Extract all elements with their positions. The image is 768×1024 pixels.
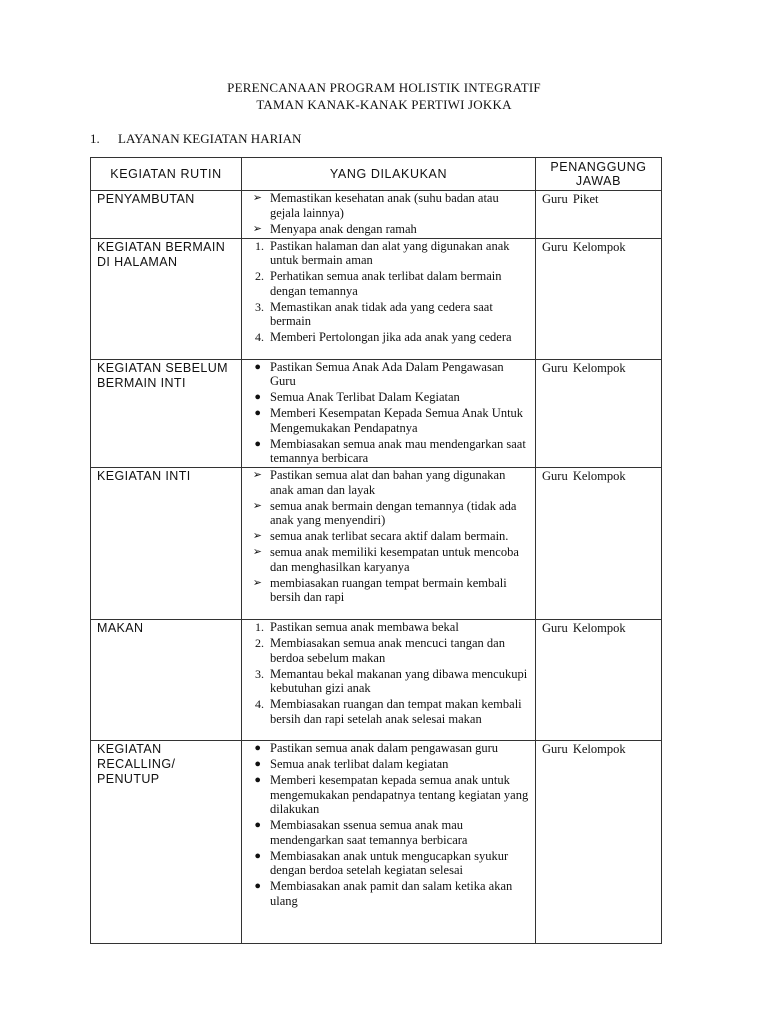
action-item — [242, 545, 531, 574]
action-item — [242, 636, 531, 665]
action-item — [242, 697, 531, 726]
action-item — [242, 849, 531, 878]
arrow-bullet-icon: ➢ — [252, 498, 262, 512]
action-item — [242, 360, 531, 389]
action-text: Perhatikan semua anak terlibat dalam bermain dengan temannya — [270, 269, 502, 298]
action-text: semua anak memiliki kesempatan untuk mencoba dan menghasilkan karyanya — [270, 545, 519, 574]
action-text: Membiasakan anak pamit dan salam ketika akan ulang — [270, 879, 513, 908]
responsible-cell: Guru Kelompok — [536, 238, 662, 359]
action-item — [242, 499, 531, 528]
action-text: Memberi kesempatan kepada semua anak untuk mengemukakan pendapatnya tentang kegiatan yang dilakukan — [270, 773, 529, 816]
responsible-cell: Guru Kelompok — [536, 741, 662, 944]
bullet-icon: ● — [254, 774, 261, 786]
bullet-icon: ● — [254, 742, 261, 754]
action-item — [242, 269, 531, 298]
action-item — [242, 239, 531, 268]
action-text: membiasakan ruangan tempat bermain kembali bersih dan rapi — [270, 575, 507, 604]
bullet-icon: ● — [254, 437, 261, 450]
table-row — [91, 620, 662, 741]
table-row — [91, 238, 662, 359]
action-text: Memastikan anak tidak ada yang cedera saat bermain — [270, 299, 493, 328]
action-text: Membiasakan anak untuk mengucapkan syukur dengan berdoa setelah kegiatan selesai — [270, 848, 509, 877]
action-item — [242, 757, 531, 772]
action-item — [242, 741, 531, 756]
activity-cell: MAKAN — [91, 620, 242, 741]
actions-cell — [242, 741, 536, 944]
item-number: 1. — [255, 620, 264, 634]
arrow-bullet-icon: ➢ — [252, 575, 262, 589]
table-row — [91, 191, 662, 239]
action-item — [242, 773, 531, 817]
bullet-icon: ● — [254, 391, 261, 403]
table-row — [91, 359, 662, 468]
arrow-bullet-icon: ➢ — [252, 191, 262, 204]
item-number: 2. — [255, 269, 264, 283]
activity-cell: KEGIATAN BERMAIN DI HALAMAN — [91, 238, 242, 359]
responsible-cell: Guru Kelompok — [536, 359, 662, 468]
action-item — [242, 620, 531, 635]
section-heading — [90, 131, 301, 147]
action-text: Pastikan semua alat dan bahan yang digunakan anak aman dan layak — [270, 468, 506, 497]
action-text: Pastikan halaman dan alat yang digunakan anak untuk bermain aman — [270, 238, 510, 267]
activity-cell: KEGIATAN RECALLING/ PENUTUP — [91, 741, 242, 944]
action-text: Membiasakan ssenua semua anak mau mendengarkan saat temannya berbicara — [270, 818, 468, 847]
table-row — [91, 741, 662, 944]
action-text: Semua Anak Terlibat Dalam Kegiatan — [270, 390, 460, 404]
item-number: 2. — [255, 636, 264, 650]
section-title: LAYANAN KEGIATAN HARIAN — [118, 131, 302, 146]
activity-cell: KEGIATAN INTI — [91, 468, 242, 620]
action-text: Memantau bekal makanan yang dibawa mencukupi kebutuhan gizi anak — [270, 666, 528, 695]
action-text: Membiasakan ruangan dan tempat makan kembali bersih dan rapi setelah anak selesai makan — [270, 697, 522, 726]
action-text: Membiasakan semua anak mencuci tangan dan berdoa sebelum makan — [270, 636, 505, 665]
bullet-icon: ● — [254, 849, 261, 862]
item-number: 4. — [255, 697, 264, 711]
table-header-row — [91, 158, 662, 191]
item-number: 3. — [255, 666, 264, 681]
action-text: semua anak bermain dengan temannya (tidak ada anak yang menyendiri) — [270, 498, 517, 527]
actions-cell — [242, 620, 536, 741]
arrow-bullet-icon: ➢ — [252, 468, 262, 481]
action-text: Pastikan semua anak membawa bekal — [270, 620, 459, 634]
actions-cell — [242, 191, 536, 239]
action-text: Memberi Pertolongan jika ada anak yang cedera — [270, 330, 512, 344]
item-number: 4. — [255, 330, 264, 344]
action-item — [242, 390, 531, 405]
arrow-bullet-icon: ➢ — [252, 529, 262, 542]
item-number: 1. — [255, 238, 264, 253]
action-item — [242, 576, 531, 605]
bullet-icon: ● — [254, 407, 261, 419]
action-item — [242, 667, 531, 696]
action-item — [242, 300, 531, 329]
action-text: Memastikan kesehatan anak (suhu badan atau gejala lainnya) — [270, 191, 499, 220]
action-text: Memberi Kesempatan Kepada Semua Anak Untuk Mengemukakan Pendapatnya — [270, 406, 524, 435]
arrow-bullet-icon: ➢ — [252, 545, 262, 558]
actions-cell — [242, 359, 536, 468]
item-number: 3. — [255, 299, 264, 314]
action-item — [242, 437, 531, 466]
actions-cell — [242, 468, 536, 620]
bullet-icon: ● — [254, 880, 261, 892]
bullet-icon: ● — [254, 360, 261, 373]
document-subtitle: TAMAN KANAK-KANAK PERTIWI JOKKA — [256, 97, 512, 112]
activities-table — [90, 157, 662, 944]
action-item — [242, 406, 531, 435]
action-text: Pastikan semua anak dalam pengawasan guru — [270, 741, 499, 755]
header-yang-dilakukan: YANG DILAKUKAN — [242, 158, 536, 191]
action-text: Membiasakan semua anak mau mendengarkan saat temannya berbicara — [270, 436, 526, 465]
responsible-cell: Guru Kelompok — [536, 620, 662, 741]
section-number: 1. — [90, 131, 100, 146]
responsible-cell: Guru Piket — [536, 191, 662, 239]
actions-cell — [242, 238, 536, 359]
header-kegiatan-rutin: KEGIATAN RUTIN — [91, 158, 242, 191]
action-text: Semua anak terlibat dalam kegiatan — [270, 757, 449, 771]
arrow-bullet-icon: ➢ — [252, 221, 262, 235]
activity-cell: PENYAMBUTAN — [91, 191, 242, 239]
activity-cell: KEGIATAN SEBELUM BERMAIN INTI — [91, 359, 242, 468]
responsible-cell: Guru Kelompok — [536, 468, 662, 620]
action-text: semua anak terlibat secara aktif dalam bermain. — [270, 529, 509, 543]
action-text: Menyapa anak dengan ramah — [270, 221, 417, 236]
bullet-icon: ● — [254, 819, 261, 831]
action-item — [242, 529, 531, 544]
table-row — [91, 468, 662, 620]
action-item — [242, 330, 531, 345]
action-item — [242, 879, 531, 908]
action-item — [242, 191, 531, 220]
action-item — [242, 468, 531, 497]
action-text: Pastikan Semua Anak Ada Dalam Pengawasan Guru — [270, 359, 504, 388]
bullet-icon: ● — [254, 758, 261, 770]
action-item — [242, 818, 531, 847]
document-title: PERENCANAAN PROGRAM HOLISTIK INTEGRATIF — [227, 80, 541, 95]
action-item — [242, 222, 531, 237]
header-penanggung-jawab: PENANGGUNG JAWAB — [536, 158, 662, 191]
